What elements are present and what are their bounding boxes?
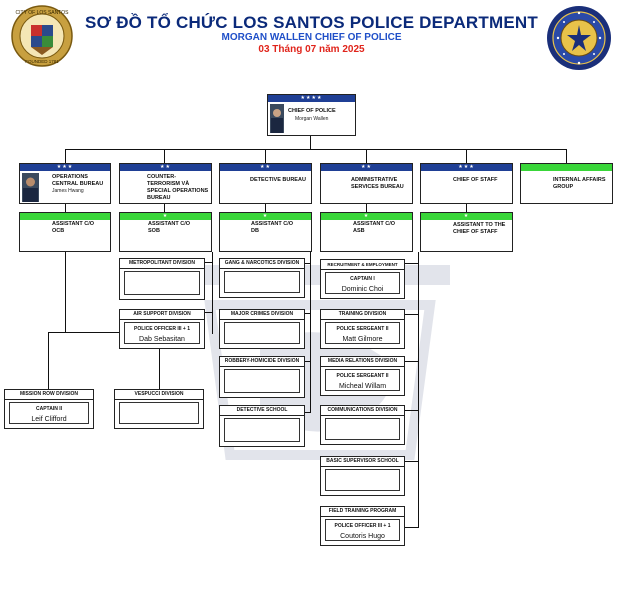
division-inner — [325, 272, 400, 294]
connector — [205, 262, 213, 263]
division-box-detective-school — [219, 405, 305, 447]
assistant-sub: DB — [251, 228, 259, 234]
division-box-basic-supervisor-school — [320, 456, 405, 496]
chief-of-police-box — [267, 94, 356, 136]
division-box-robbery-homicide — [219, 356, 305, 398]
bureau-title: ADMINISTRATIVE SERVICES BUREAU — [351, 177, 404, 190]
assistant-header: ★ — [220, 213, 311, 220]
division-label: FIELD TRAINING PROGRAM — [321, 507, 404, 517]
chief-title: CHIEF OF POLICE — [288, 108, 336, 114]
seal-bottom-text: FOUNDED 1781 — [25, 59, 59, 64]
division-rank: CAPTAIN I — [350, 276, 375, 282]
connector — [265, 204, 266, 212]
division-inner — [325, 418, 400, 440]
assistant-header: ★ — [120, 213, 211, 220]
connector — [164, 149, 165, 163]
division-label: METROPOLITANT DIVISION — [120, 259, 204, 269]
page-title: SƠ ĐỒ TỔ CHỨC LOS SANTOS POLICE DEPARTMENT — [85, 13, 538, 32]
division-box-recruitment — [320, 259, 405, 299]
assistant-title: ASSISTANT C/O — [251, 221, 294, 227]
division-person: Leif Clifford — [31, 416, 67, 423]
seal-top-text: CITY OF LOS SANTOS — [15, 10, 69, 16]
division-rank: POLICE SERGEANT II — [336, 326, 389, 332]
chief-photo — [270, 104, 284, 133]
division-person: Micheal Willam — [338, 383, 387, 390]
assistant-title: ASSISTANT C/O — [353, 221, 396, 227]
bureau-box-asb — [320, 163, 413, 204]
division-person: Dab Sebasitan — [139, 336, 185, 343]
bureau-box-internal-affairs — [520, 163, 613, 204]
division-box-vespucci — [114, 389, 204, 429]
bureau-photo — [22, 173, 39, 202]
bureau-box-ocb — [19, 163, 111, 204]
division-label: VESPUCCI DIVISION — [115, 390, 203, 400]
assistant-box-ocb — [19, 212, 111, 252]
connector — [48, 332, 49, 389]
connector — [405, 263, 419, 264]
division-label: COMMUNICATIONS DIVISION — [321, 406, 404, 416]
division-inner — [124, 322, 200, 344]
connector — [164, 204, 165, 212]
connector — [65, 252, 66, 332]
bureau-stars: ★★ — [321, 164, 412, 171]
assistant-sub: ASB — [353, 228, 365, 234]
division-label: BASIC SUPERVISOR SCHOOL — [321, 457, 404, 467]
connector — [366, 204, 367, 212]
division-inner — [325, 469, 400, 491]
connector — [566, 149, 567, 163]
division-label: ROBBERY-HOMICIDE DIVISION — [220, 357, 304, 367]
connector — [305, 263, 311, 264]
division-box-communications — [320, 405, 405, 445]
division-box-media-relations — [320, 356, 405, 396]
bureau-name: James Hwang — [52, 188, 84, 194]
connector — [205, 312, 213, 313]
connector — [405, 314, 419, 315]
connector — [466, 204, 467, 212]
connector — [310, 252, 311, 413]
division-box-gang-narcotics — [219, 258, 305, 298]
division-inner — [325, 369, 400, 391]
connector — [65, 204, 66, 212]
connector — [305, 412, 311, 413]
division-inner — [325, 519, 400, 541]
bureau-box-db — [219, 163, 312, 204]
division-inner — [224, 369, 300, 393]
connector — [305, 361, 311, 362]
connector — [405, 361, 419, 362]
division-label: MISSION ROW DIVISION — [5, 390, 93, 400]
bureau-stars: ★★ — [220, 164, 311, 171]
assistant-box-chief-of-staff — [420, 212, 513, 252]
assistant-header — [20, 213, 110, 220]
bureau-header-bar — [521, 164, 612, 171]
division-rank: POLICE OFFICER III + 1 — [134, 326, 190, 332]
page-subtitle: MORGAN WALLEN CHIEF OF POLICE — [221, 32, 402, 43]
assistant-box-db — [219, 212, 312, 252]
assistant-title: ASSISTANT TO THE CHIEF OF STAFF — [453, 222, 506, 235]
division-box-major-crimes — [219, 309, 305, 349]
division-rank: POLICE SERGEANT II — [336, 373, 389, 379]
bureau-title: CHIEF OF STAFF — [453, 177, 498, 183]
assistant-sub: SOB — [148, 228, 160, 234]
connector — [310, 136, 311, 149]
bureau-title: OPERATIONS CENTRAL BUREAU — [52, 174, 104, 187]
bureau-stars: ★★★ — [20, 164, 110, 171]
assistant-title: ASSISTANT C/O — [148, 221, 191, 227]
division-inner — [224, 418, 300, 442]
division-label: MAJOR CRIMES DIVISION — [220, 310, 304, 320]
division-box-field-training — [320, 506, 405, 546]
assistant-box-sob — [119, 212, 212, 252]
connector — [466, 149, 467, 163]
division-rank: POLICE OFFICER III + 1 — [334, 523, 391, 529]
division-inner — [224, 322, 300, 344]
connector — [265, 149, 266, 163]
assistant-header: ★ — [421, 213, 512, 220]
connector — [212, 252, 213, 334]
bureau-title: INTERNAL AFFAIRS GROUP — [553, 177, 606, 190]
division-person: Coutoris Hugo — [340, 533, 385, 540]
page-date: 03 Tháng 07 năm 2025 — [258, 44, 365, 55]
bureau-title: COUNTER-TERRORISM VÀ SPECIAL OPERATIONS BUREAU — [147, 174, 209, 201]
chief-name: Morgan Wallen — [295, 116, 329, 122]
connector — [65, 149, 66, 163]
division-label: DETECTIVE SCHOOL — [220, 406, 304, 416]
assistant-sub: OCB — [52, 228, 65, 234]
division-person: Dominic Choi — [341, 286, 384, 293]
division-inner — [9, 402, 89, 424]
division-inner — [325, 322, 400, 344]
bureau-box-sob — [119, 163, 212, 204]
division-box-air-support — [119, 309, 205, 349]
division-label: RECRUITMENT & EMPLOYMENT — [321, 260, 404, 270]
division-inner — [124, 271, 200, 295]
division-person: Matt Gilmore — [342, 336, 383, 343]
division-label: MEDIA RELATIONS DIVISION — [321, 357, 404, 367]
division-inner — [224, 271, 300, 293]
connector — [305, 313, 311, 314]
assistant-title: ASSISTANT C/O — [52, 221, 95, 227]
bureau-stars: ★★★ — [421, 164, 512, 171]
division-box-metropolitant — [119, 258, 205, 300]
assistant-header: ★ — [321, 213, 412, 220]
connector — [418, 252, 419, 528]
bureau-stars: ★★ — [120, 164, 211, 171]
division-box-training — [320, 309, 405, 349]
chief-stars: ★★★★ — [268, 95, 355, 102]
division-label: GANG & NARCOTICS DIVISION — [220, 259, 304, 269]
division-inner — [119, 402, 199, 424]
division-label: AIR SUPPORT DIVISION — [120, 310, 204, 320]
assistant-box-asb — [320, 212, 413, 252]
division-box-mission-row — [4, 389, 94, 429]
connector — [405, 410, 419, 411]
connector — [405, 461, 419, 462]
division-label: TRAINING DIVISION — [321, 310, 404, 320]
bureau-title: DETECTIVE BUREAU — [250, 177, 306, 183]
connector — [405, 527, 419, 528]
connector — [366, 149, 367, 163]
division-rank: CAPTAIN II — [35, 406, 63, 412]
bureau-box-chief-of-staff — [420, 163, 513, 204]
connector — [65, 149, 567, 150]
